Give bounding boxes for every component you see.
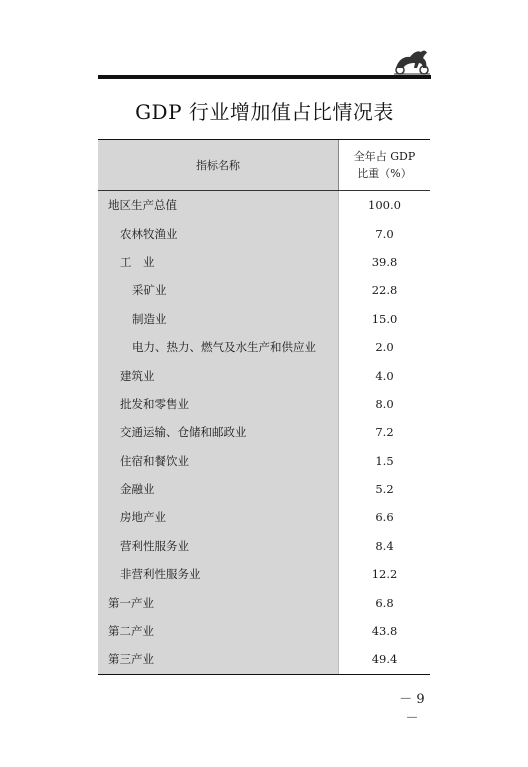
table-row (98, 475, 430, 503)
page-number: － 9 － (399, 692, 425, 726)
table-row (98, 390, 430, 418)
table-row (98, 503, 430, 531)
gdp-share-value: 4.0 (338, 361, 430, 389)
horse-logo-icon (392, 44, 432, 76)
gdp-table (98, 139, 430, 675)
indicator-name: 交通运输、仓储和邮政业 (98, 418, 338, 446)
header-rule (98, 75, 431, 79)
header-gdp-share-line2: 比重（%） (357, 167, 412, 180)
gdp-share-value: 6.6 (338, 503, 430, 531)
table-row (98, 276, 430, 304)
gdp-share-value: 7.0 (338, 219, 430, 247)
header-gdp-share (338, 140, 430, 190)
indicator-name: 第一产业 (98, 588, 338, 616)
table-row (98, 617, 430, 645)
table-row (98, 333, 430, 361)
table-row (98, 588, 430, 616)
indicator-name: 建筑业 (98, 361, 338, 389)
table-row (98, 447, 430, 475)
gdp-share-value: 22.8 (338, 276, 430, 304)
indicator-name: 采矿业 (98, 276, 338, 304)
indicator-name: 非营利性服务业 (98, 560, 338, 588)
indicator-name: 金融业 (98, 475, 338, 503)
indicator-name: 营利性服务业 (98, 532, 338, 560)
indicator-name: 地区生产总值 (98, 191, 338, 219)
indicator-name: 住宿和餐饮业 (98, 447, 338, 475)
table-row (98, 418, 430, 446)
table-header (98, 140, 430, 191)
table-row (98, 532, 430, 560)
table-row (98, 248, 430, 276)
gdp-share-value: 39.8 (338, 248, 430, 276)
gdp-share-value: 43.8 (338, 617, 430, 645)
table-row (98, 191, 430, 219)
header-indicator-name: 指标名称 (98, 140, 338, 190)
indicator-name: 电力、热力、燃气及水生产和供应业 (98, 333, 338, 361)
indicator-name: 工 业 (98, 248, 338, 276)
table-row (98, 645, 430, 673)
page-title: GDP 行业增加值占比情况表 (135, 100, 394, 124)
gdp-share-value: 49.4 (338, 645, 430, 673)
gdp-share-value: 1.5 (338, 447, 430, 475)
indicator-name: 第二产业 (98, 617, 338, 645)
table-row (98, 219, 430, 247)
gdp-share-value: 8.0 (338, 390, 430, 418)
gdp-share-value: 100.0 (338, 191, 430, 219)
indicator-name: 房地产业 (98, 503, 338, 531)
indicator-name: 制造业 (98, 305, 338, 333)
gdp-share-value: 6.8 (338, 588, 430, 616)
indicator-name: 第三产业 (98, 645, 338, 673)
gdp-share-value: 15.0 (338, 305, 430, 333)
gdp-share-value: 5.2 (338, 475, 430, 503)
header-gdp-share-line1: 全年占 GDP (353, 150, 416, 163)
gdp-share-value: 2.0 (338, 333, 430, 361)
gdp-share-value: 12.2 (338, 560, 430, 588)
table-row (98, 361, 430, 389)
table-row (98, 560, 430, 588)
indicator-name: 批发和零售业 (98, 390, 338, 418)
table-row (98, 305, 430, 333)
gdp-share-value: 7.2 (338, 418, 430, 446)
table-body (98, 191, 430, 674)
gdp-share-value: 8.4 (338, 532, 430, 560)
indicator-name: 农林牧渔业 (98, 219, 338, 247)
